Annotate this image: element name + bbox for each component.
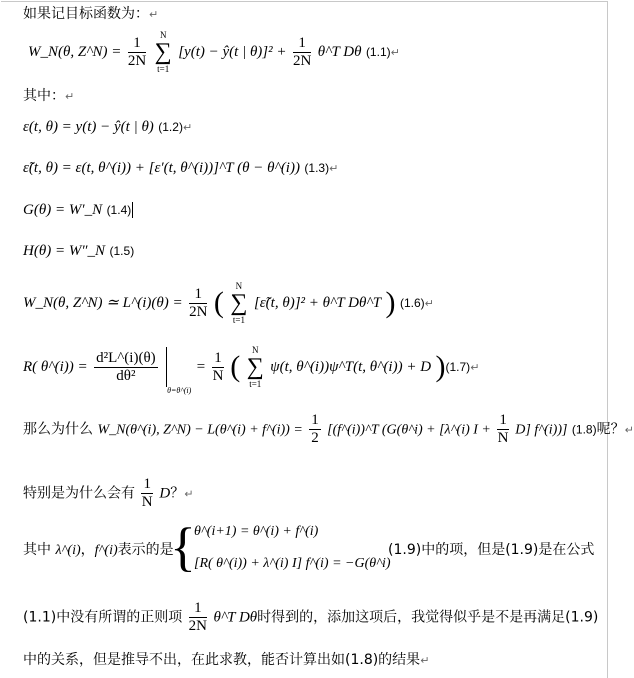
q5-text: 中的关系，但是推导不出，在此求教，能否计算出如(1.8)的结果	[23, 652, 421, 668]
eq-1-5-tag: (1.5)	[109, 244, 135, 258]
paragraph-mark-icon: ↵	[329, 162, 339, 175]
eq-1-7-sum-bottom: t=1	[249, 379, 262, 389]
eq-1-1-frac2-den: 2N	[292, 52, 312, 69]
eq-1-6-frac-den: 2N	[189, 303, 208, 320]
eq-1-1-sum	[155, 30, 172, 74]
eq-1-3-expr: ε̃(t, θ) = ε(t, θ^(i)) + [ε′(t, θ^(i))]^T (θ − θ^(i))	[23, 160, 300, 176]
q1-frac-den: 2	[311, 430, 319, 446]
q3-suffix: (1.9)中的项，但是(1.9)是在公式	[388, 542, 595, 558]
eq-1-7-lhs: R( θ^(i)) =	[23, 359, 88, 375]
system-row-1	[194, 522, 318, 541]
eq-1-3-tag: (1.3)	[304, 161, 330, 175]
eq-1-6-sum	[230, 281, 247, 325]
eq-1-1-fraction	[128, 35, 146, 70]
eq-1-1-frac2-num: 1	[293, 35, 311, 53]
q2-fraction	[141, 476, 153, 511]
left-paren-icon: (	[213, 286, 224, 319]
paragraph-mark-icon: ↵	[182, 121, 193, 134]
q3-row1: θ^(i+1) = θ^(i) + f^(i)	[194, 524, 319, 539]
eq-1-7-sum	[247, 345, 264, 389]
paragraph-mark-icon: ↵	[624, 423, 634, 437]
eq-1-7-body: ψ(t, θ^(i))ψ^T(t, θ^(i)) + D	[270, 359, 432, 375]
q3-lambda: λ^(i)	[55, 543, 81, 558]
eq-1-7-fraction	[212, 350, 224, 385]
eq-1-1-sum-top: N	[159, 30, 167, 40]
q1-fraction-2	[497, 412, 509, 447]
intro-label: 如果记目标函数为：	[23, 6, 149, 22]
q3-prefix2: 表示的是	[117, 542, 174, 558]
q4-frac-den: 2N	[188, 618, 207, 634]
eq-1-6-sum-top: N	[235, 281, 243, 291]
q3-f: f^(i)	[94, 543, 118, 558]
sigma-icon: ∑	[246, 354, 264, 380]
eq-1-7-tag: (1.7)	[445, 360, 471, 374]
eq-1-6-fraction	[189, 286, 207, 321]
q4-expr: θ^T Dθ	[213, 609, 258, 626]
q4-prefix: (1.1)中没有所谓的正则项	[23, 609, 183, 626]
eq-1-7-sum-top: N	[252, 345, 259, 355]
q1-expr3: D] f^(i))]	[515, 422, 568, 438]
eq-1-6-lhs: W_N(θ, Z^N) ≃ L^(i)(θ) =	[23, 295, 183, 311]
q1-frac2-num: 1	[499, 412, 507, 428]
q1-tag: (1.8)	[571, 422, 597, 437]
eq-1-1-lhs: W_N(θ, Z^N) =	[28, 44, 122, 60]
where-label: 其中：	[23, 88, 65, 104]
question-1-8	[23, 412, 634, 447]
q4-frac-num: 1	[189, 600, 207, 618]
eq-1-1-frac-num: 1	[128, 35, 146, 53]
q4-suffix: 时得到的，添加这项后，我觉得似乎是不是再满足(1.9)	[257, 609, 599, 626]
eq-1-6-sum-bottom: t=1	[232, 315, 245, 325]
question-regularizer	[23, 600, 598, 635]
q4-fraction	[189, 600, 207, 635]
eval-bar	[166, 347, 167, 387]
eq-1-6-frac-num: 1	[189, 286, 207, 304]
eq-1-6-tag: (1.6)	[399, 296, 425, 310]
equation-1-7	[23, 345, 479, 400]
paragraph-mark-icon: ↵	[65, 90, 75, 103]
equation-1-4	[23, 201, 133, 219]
eq-1-2-expr: ε(t, θ) = y(t) − ŷ(t | θ)	[23, 119, 154, 135]
eq-1-7-frac-num: d²L^(i)(θ)	[96, 349, 156, 366]
q1-frac2-den: N	[497, 430, 509, 446]
q1-expr: W_N(θ^(i), Z^N) − L(θ^(i) + f^(i)) =	[97, 422, 303, 438]
paragraph-mark-icon: ↵	[470, 361, 480, 374]
paragraph-mark-icon: ↵	[390, 46, 400, 59]
paragraph-mark-icon: ↵	[184, 487, 194, 501]
intro-text	[23, 5, 158, 24]
eq-1-6-body: [ε̃(t, θ)]² + θ^T Dθ^T	[253, 295, 382, 311]
eq-1-1-sum-bottom: t=1	[157, 64, 170, 74]
paragraph-mark-icon: ↵	[420, 654, 430, 667]
q1-frac-num: 1	[311, 412, 319, 428]
right-paren-icon: )	[385, 286, 396, 319]
q2-prefix: 特别是为什么会有	[23, 485, 135, 502]
eq-1-1-fraction-2	[293, 35, 311, 70]
paragraph-mark-icon: ↵	[424, 297, 434, 310]
q1-expr2: [(f^(i))^T (G(θ^i) + [λ^(i) I +	[327, 422, 491, 438]
q1-fraction	[309, 412, 321, 447]
eq-1-7-frac2-den: N	[212, 367, 224, 384]
q3-prefix: 其中	[23, 542, 51, 558]
eq-1-5-expr: H(θ) = W″_N	[23, 243, 106, 259]
eq-1-4-expr: G(θ) = W′_N	[23, 202, 103, 218]
q3-row2: [R( θ^(i)) + λ^(i) I] f^(i) = −G(θ^i)	[194, 556, 391, 571]
eq-1-1-body: [y(t) − ŷ(t | θ)]² +	[178, 44, 287, 60]
eq-1-1-frac-den: 2N	[127, 52, 147, 69]
q2-frac-den: N	[141, 494, 153, 510]
eq-1-4-tag: (1.4)	[106, 203, 132, 217]
question-1-9-suffix	[388, 541, 594, 559]
eq-1-2-tag: (1.2)	[158, 120, 183, 134]
eq-1-7-frac2-num: 1	[214, 349, 222, 366]
eq-1-1-tail: θ^T Dθ	[317, 44, 362, 60]
left-brace-icon: {	[170, 517, 196, 577]
q2-expr: D	[159, 485, 171, 502]
q3-separator: ，	[80, 542, 95, 558]
equation-1-2	[23, 118, 192, 137]
eq-1-7-equals: =	[195, 359, 206, 375]
where-text	[23, 87, 74, 106]
eq-1-7-frac-den: dθ²	[116, 367, 136, 384]
equation-1-3	[23, 159, 338, 178]
equation-1-5	[23, 242, 134, 260]
equation-1-6	[23, 281, 434, 325]
sigma-icon: ∑	[154, 39, 172, 65]
left-paren-icon: (	[230, 350, 241, 383]
question-1-9-intro	[23, 541, 174, 560]
sigma-icon: ∑	[230, 290, 248, 316]
right-paren-icon: )	[435, 350, 446, 383]
q1-suffix: 呢？	[596, 421, 625, 438]
question-conclusion	[23, 651, 429, 670]
page-border	[1, 1, 608, 678]
q1-prefix: 那么为什么	[23, 421, 93, 438]
question-1-over-n	[23, 476, 193, 511]
eq-1-1-tag: (1.1)	[365, 45, 391, 59]
q2-frac-num: 1	[143, 476, 151, 492]
system-row-2	[194, 554, 391, 573]
equation-1-1	[28, 30, 400, 74]
eq-1-7-derivative	[94, 350, 158, 385]
text-cursor	[132, 202, 133, 218]
eq-1-7-eval-at: θ=θ^(i)	[167, 386, 192, 395]
q2-suffix: ？	[170, 485, 185, 502]
paragraph-mark-icon: ↵	[149, 8, 159, 21]
